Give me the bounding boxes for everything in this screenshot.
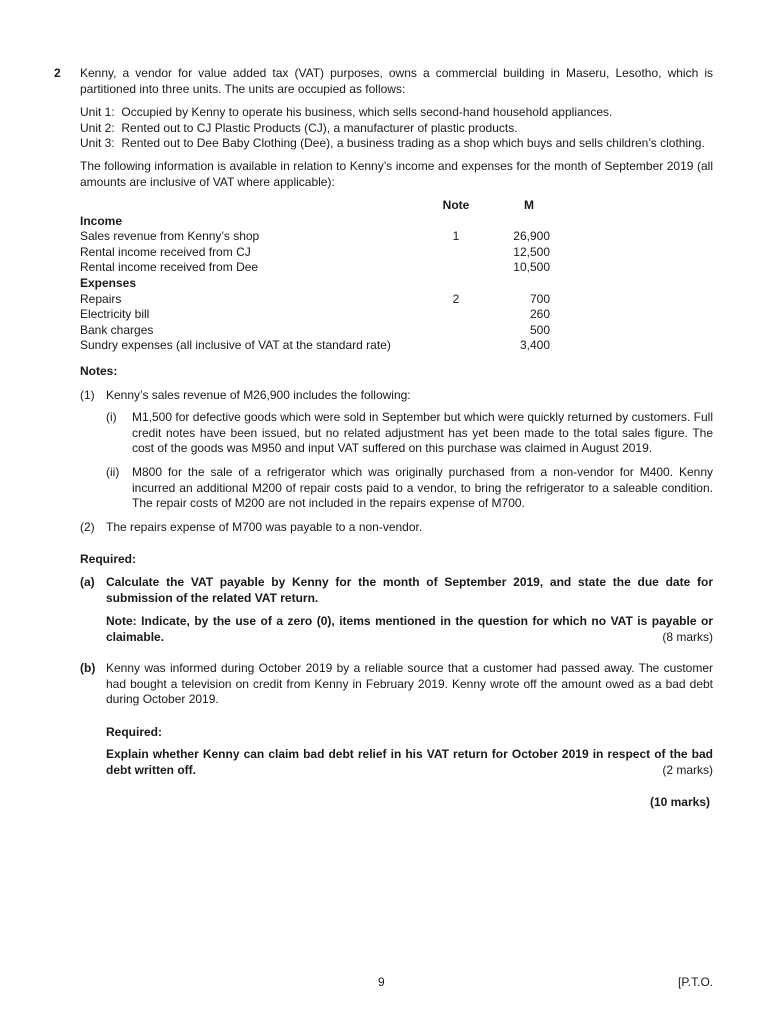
note-1-ii: (ii) M800 for the sale of a refrigerator which was originally purchased from a non-vendor for M400. Kenny incurred an additional M200 of repair costs paid to a vendor, to bring the refrigerator to a saleable condition. The repair costs of M200 are not included in the repairs expense of M700.	[106, 465, 713, 510]
amount-column-header: M	[524, 198, 534, 212]
info-text: The following information is available in relation to Kenny’s income and expenses for the month of September 2019 (all amounts are inclusive of VAT where applicable):	[80, 159, 713, 189]
question-intro: Kenny, a vendor for value added tax (VAT) purposes, owns a commercial building in Maseru, Lesotho, which is partitioned into three units. The units are occupied as follows:	[80, 66, 713, 96]
income-heading: Income	[80, 213, 123, 228]
part-a-note: Note: Indicate, by the use of a zero (0), items mentioned in the question for which no VAT is payable or claimable. (8 marks)	[106, 614, 713, 644]
table-row: Rental income received from CJ 12,500	[80, 244, 550, 259]
note-1: (1) Kenny’s sales revenue of M26,900 includes the following:	[80, 388, 411, 402]
note-2: (2) The repairs expense of M700 was payable to a non-vendor.	[80, 520, 423, 534]
pto-label: [P.T.O.	[678, 975, 714, 989]
part-a-question: (a) Calculate the VAT payable by Kenny for the month of September 2019, and state the due date for submission of the related VAT return.	[80, 575, 713, 605]
table-row: Sundry expenses (all inclusive of VAT at the standard rate) 3,400	[80, 338, 550, 353]
expenses-heading: Expenses	[80, 275, 137, 290]
note-1-i: (i) M1,500 for defective goods which were sold in September but which were quickly returned by customers. Full credit notes have been issued, but no related adjustment has yet been made to the total sales figure. The cost of the goods was M950 and input VAT suffered on this purchase was claimed in August 2019.	[106, 410, 713, 455]
part-a-marks: (8 marks)	[662, 629, 713, 644]
unit-label: Unit 1:	[80, 105, 115, 119]
table-row: Rental income received from Dee 10,500	[80, 260, 550, 275]
table-row: Electricity bill 260	[80, 307, 550, 322]
unit-text: Rented out to Dee Baby Clothing (Dee), a business trading as a shop which buys and sells children’s clothing.	[121, 136, 705, 150]
unit-1	[80, 105, 705, 121]
question-number: 2	[54, 66, 61, 80]
page-number: 9	[378, 975, 385, 989]
table-header: Note M	[442, 198, 534, 212]
unit-3	[80, 136, 705, 152]
units-list	[80, 105, 705, 152]
part-b-required-heading: Required:	[106, 725, 163, 739]
total-marks: (10 marks)	[649, 795, 710, 809]
unit-text: Rented out to CJ Plastic Products (CJ), a manufacturer of plastic products.	[121, 120, 518, 135]
income-expense-table	[80, 198, 550, 354]
part-b-question: Explain whether Kenny can claim bad debt relief in his VAT return for October 2019 in respect of the bad debt written off. (2 marks)	[106, 747, 713, 777]
required-heading: Required:	[80, 552, 137, 566]
part-b-marks: (2 marks)	[662, 762, 713, 777]
unit-text: Occupied by Kenny to operate his business, which sells second-hand household appliances.	[121, 105, 613, 119]
unit-label: Unit 3:	[80, 136, 115, 150]
notes-heading: Notes:	[80, 364, 118, 378]
unit-label: Unit 2:	[80, 120, 115, 135]
table-row: Bank charges 500	[80, 322, 550, 337]
table-row: Sales revenue from Kenny’s shop 1 26,900	[80, 229, 550, 244]
table-row: Repairs 2 700	[80, 291, 550, 306]
unit-2	[80, 121, 705, 137]
part-b-scenario: (b) Kenny was informed during October 2019 by a reliable source that a customer had passed away. The customer had bought a television on credit from Kenny in February 2019. Kenny wrote off the amount owed as a bad debt during October 2019.	[80, 661, 713, 706]
